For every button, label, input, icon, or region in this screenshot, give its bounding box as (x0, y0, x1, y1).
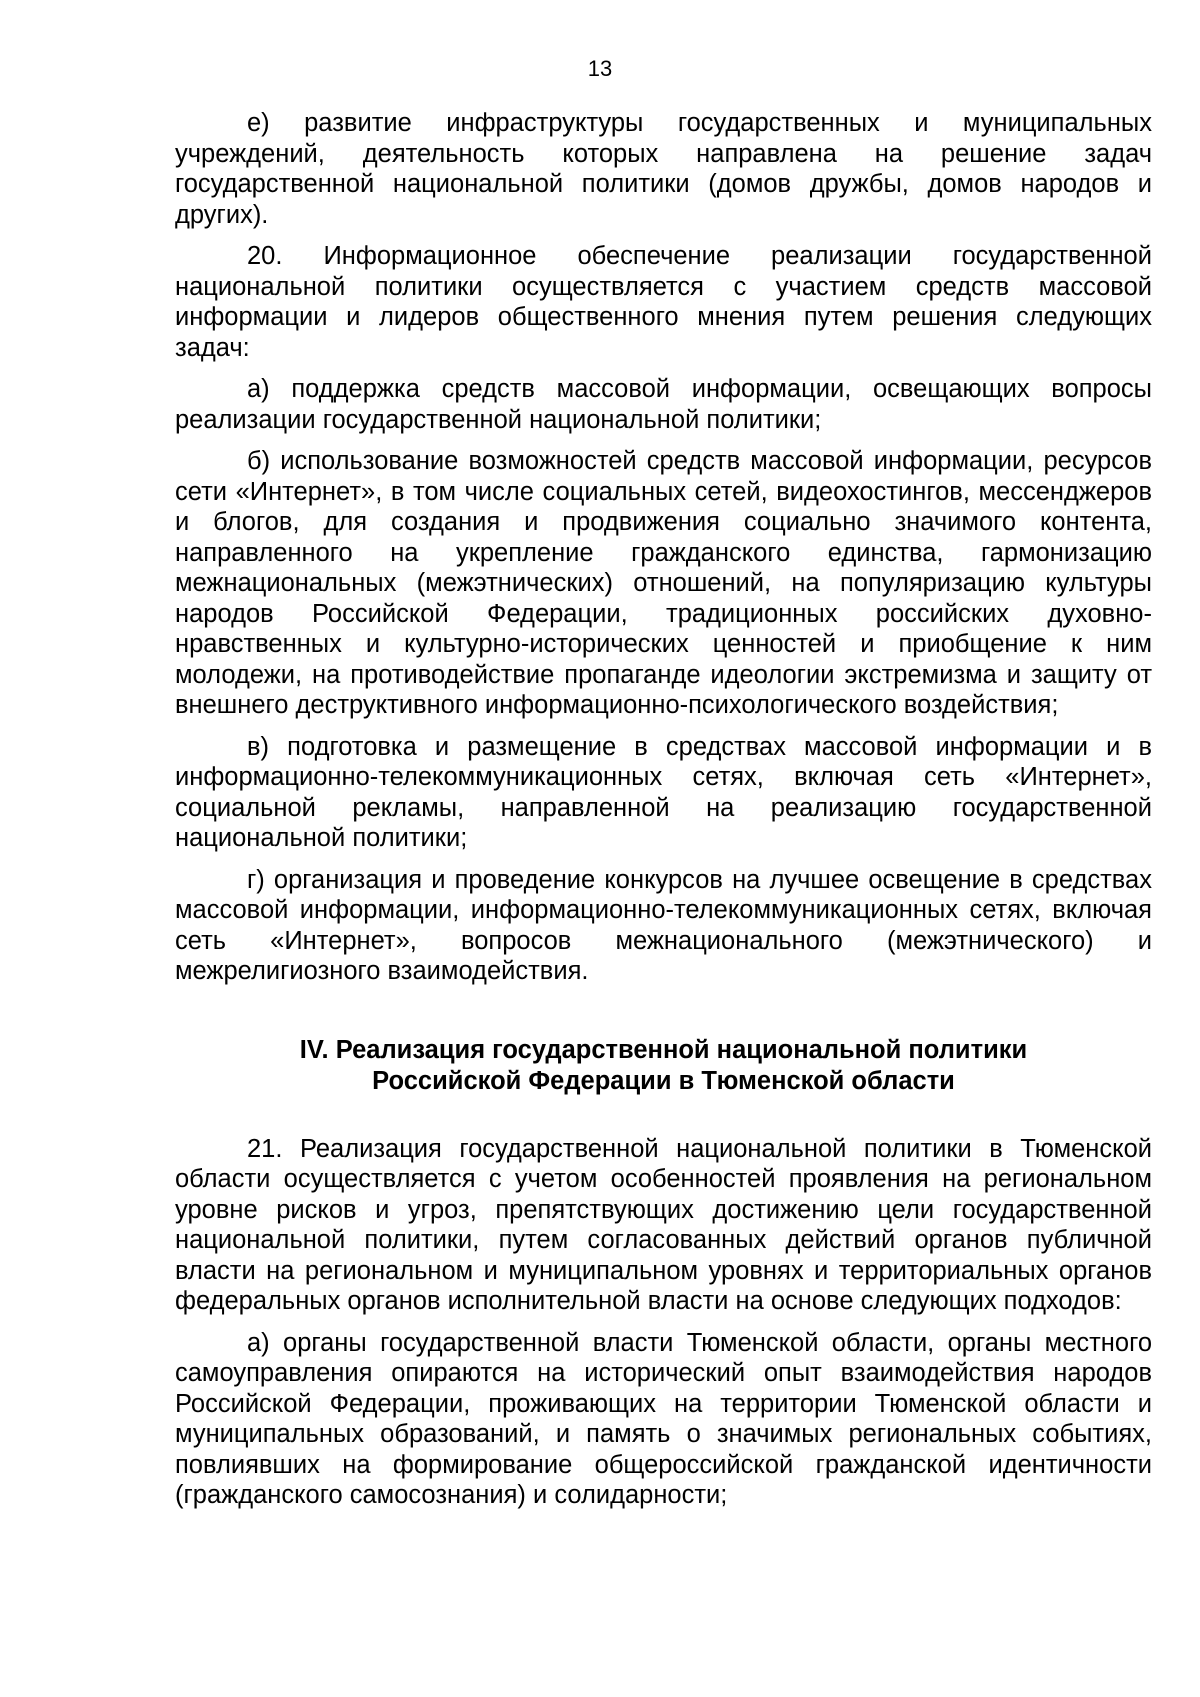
paragraph-21-item-a: а) органы государственной власти Тюменской области, органы местного самоуправления опираются на исторический опыт взаимодействия народов Российской Федерации, проживающих на территории Тюменской области и муниципальных образований, и память о значимых региональных событиях, повлиявших на формирование общероссийской гражданской идентичности (гражданского самосознания) и солидарности; (175, 1328, 1152, 1509)
page-number: 13 (587, 56, 613, 81)
paragraph-item-g: г) организация и проведение конкурсов на лучшее освещение в средствах массовой информации, информационно-телекоммуникационных сетях, включая сеть «Интернет», вопросов межнационального (межэтнического) и межрелигиозного взаимодействия. (175, 865, 1152, 985)
section-heading-line-2: Российской Федерации в Тюменской области (372, 1066, 955, 1095)
document-body (175, 108, 1152, 1522)
paragraph-20: 20. Информационное обеспечение реализации государственной национальной политики осуществляется с участием средств массовой информации и лидеров общественного мнения путем решения следующих задач: (175, 242, 1152, 362)
paragraph-item-b: б) использование возможностей средств массовой информации, ресурсов сети «Интернет», в том числе социальных сетей, видеохостингов, мессенджеров и блогов, для создания и продвижения социально значимого контента, направленного на укрепление гражданского единства, гармонизацию межнациональных (межэтнических) отношений, на популяризацию культуры народов Российской Федерации, традиционных российских духовно-нравственных и культурно-исторических ценностей и приобщение к ним молодежи, на противодействие пропаганде идеологии экстремизма и защиту от внешнего деструктивного информационно-психологического воздействия; (175, 447, 1152, 719)
paragraph-item-v: в) подготовка и размещение в средствах массовой информации и в информационно-телекоммуникационных сетях, включая сеть «Интернет», социальной рекламы, направленной на реализацию государственной национальной политики; (175, 732, 1152, 852)
section-heading-line-1: IV. Реализация государственной национальной политики (299, 1035, 1028, 1064)
paragraph-item-a: а) поддержка средств массовой информации, освещающих вопросы реализации государственной национальной политики; (175, 375, 1152, 434)
paragraph-21: 21. Реализация государственной национальной политики в Тюменской области осуществляется с учетом особенностей проявления на региональном уровне рисков и угроз, препятствующих достижению цели государственной национальной политики, путем согласованных действий органов публичной власти на региональном и муниципальном уровнях и территориальных органов федеральных органов исполнительной власти на основе следующих подходов: (175, 1134, 1152, 1315)
section-heading (175, 1035, 1152, 1097)
paragraph-item-e: е) развитие инфраструктуры государственных и муниципальных учреждений, деятельность которых направлена на решение задач государственной национальной политики (домов дружбы, домов народов и других). (175, 109, 1152, 229)
